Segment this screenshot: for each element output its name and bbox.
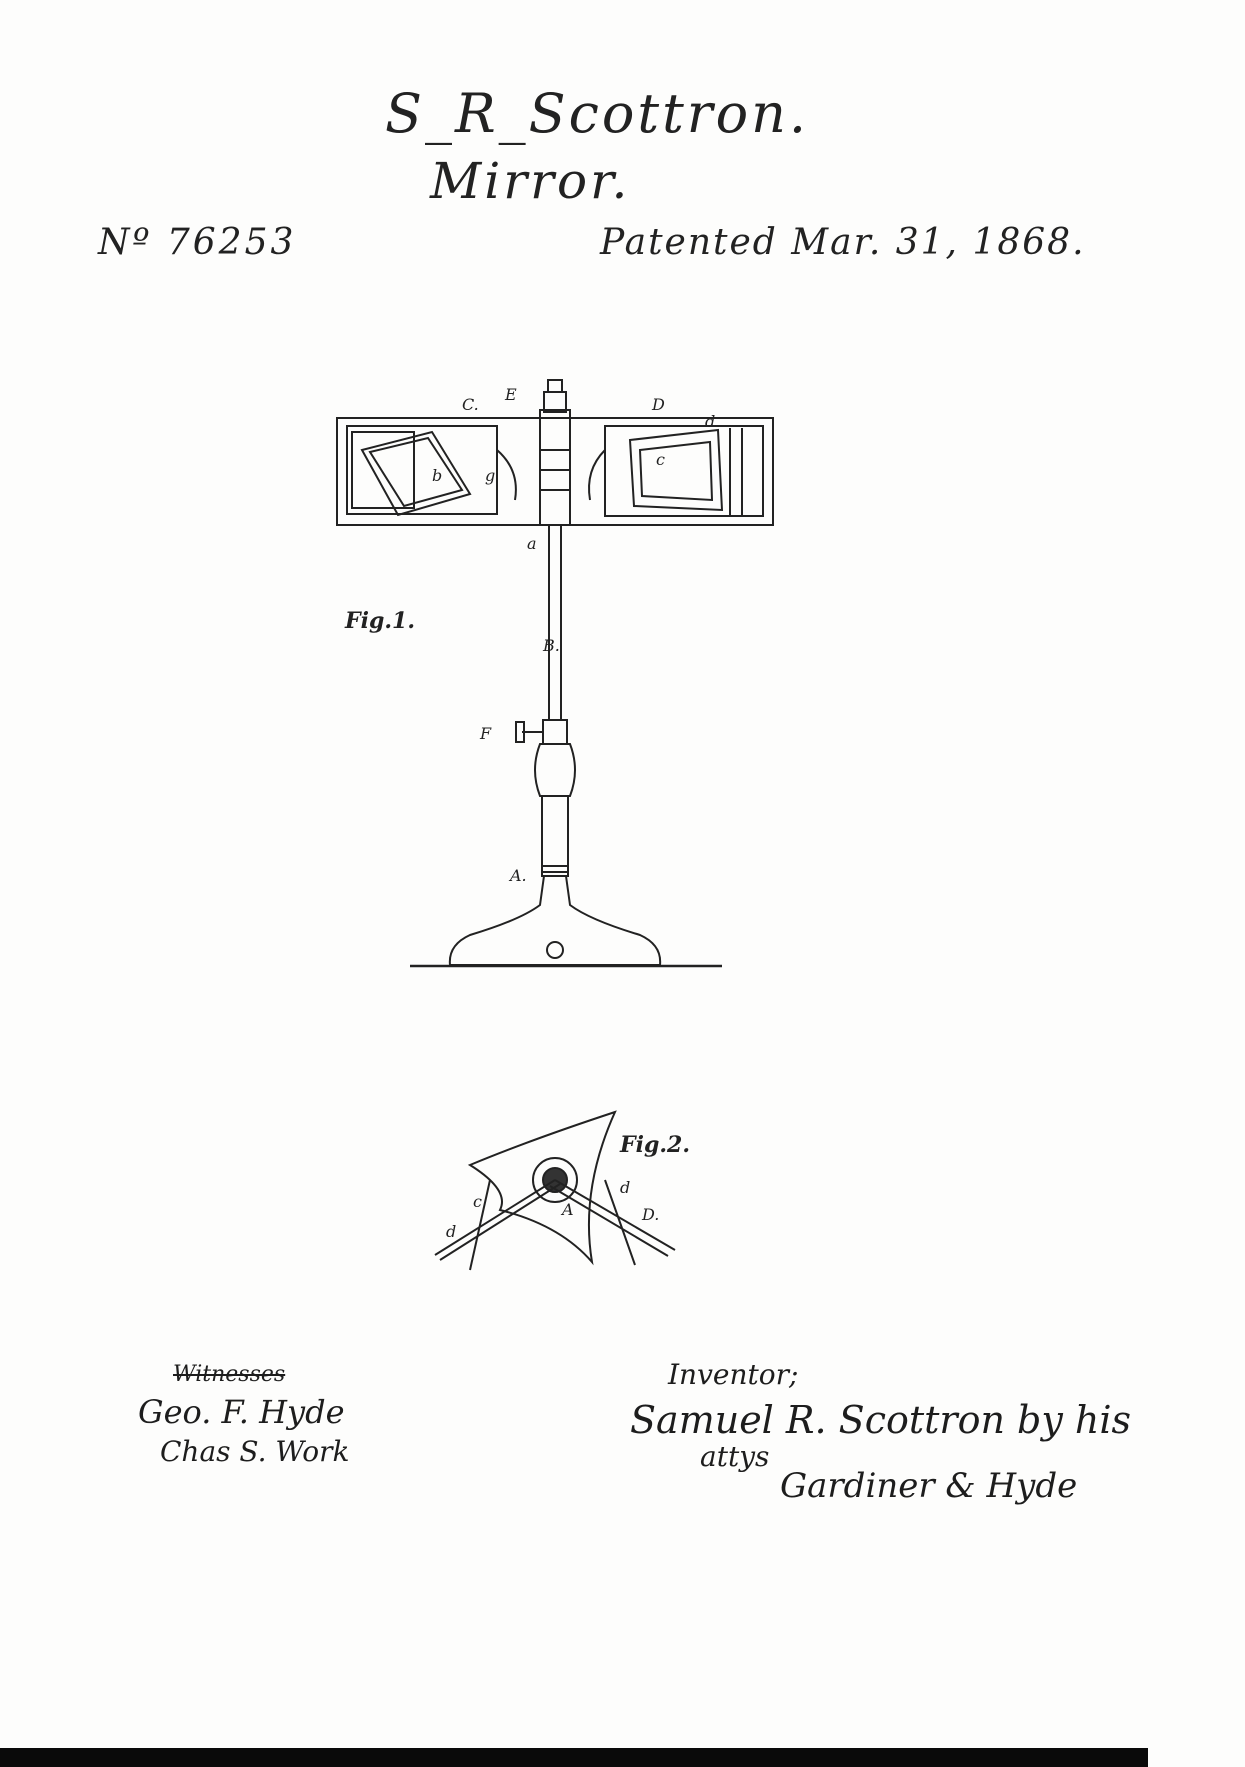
attorneys-word: attys	[700, 1440, 770, 1473]
label-F: F	[480, 724, 492, 743]
scan-edge-bar	[0, 1748, 1148, 1767]
set-screw-collar	[543, 720, 567, 744]
patent-number: Nº 76253	[98, 222, 297, 263]
label-a: a	[527, 534, 537, 553]
attorneys-signature: Gardiner & Hyde	[780, 1466, 1078, 1506]
label-B: B.	[543, 636, 560, 655]
fig2-label-c: c	[473, 1192, 482, 1211]
inventor-name-heading: S_R_Scottron.	[385, 82, 810, 145]
invention-title: Mirror.	[430, 152, 631, 210]
fig2-label-D: D.	[642, 1205, 660, 1224]
label-D: D	[652, 395, 665, 414]
label-g: g	[485, 466, 496, 485]
base-foot	[450, 876, 660, 965]
fig2-label-A: A	[562, 1200, 574, 1219]
fig2-label-d-left: d	[446, 1222, 457, 1241]
inventor-signature: Samuel R. Scottron by his	[630, 1398, 1132, 1442]
label-c-small: c	[656, 450, 665, 469]
label-A: A.	[510, 866, 527, 885]
right-mirror-panel	[605, 426, 763, 516]
central-post	[540, 410, 570, 525]
post-knob	[548, 380, 562, 392]
witness-signature-1: Geo. F. Hyde	[138, 1393, 345, 1431]
figure-1-label: Fig.1.	[345, 608, 415, 634]
left-mirror-inner	[370, 438, 462, 506]
inventor-heading: Inventor;	[668, 1358, 799, 1391]
right-mirror-inner	[640, 442, 712, 500]
figure-2-label: Fig.2.	[620, 1132, 690, 1158]
base-boss	[547, 942, 563, 958]
turned-column	[535, 744, 575, 796]
right-connector	[589, 450, 605, 500]
witnesses-heading: Witnesses	[173, 1362, 286, 1387]
label-E: E	[505, 385, 517, 404]
left-connector	[497, 450, 516, 500]
label-b: b	[432, 466, 443, 485]
label-C: C.	[462, 395, 479, 414]
witness-signature-2: Chas S. Work	[160, 1435, 350, 1468]
lower-column	[542, 796, 568, 876]
patent-date: Patented Mar. 31, 1868.	[600, 222, 1086, 263]
label-d: d	[705, 412, 716, 431]
fig2-label-d-right: d	[620, 1178, 631, 1197]
left-arm	[435, 1180, 555, 1255]
